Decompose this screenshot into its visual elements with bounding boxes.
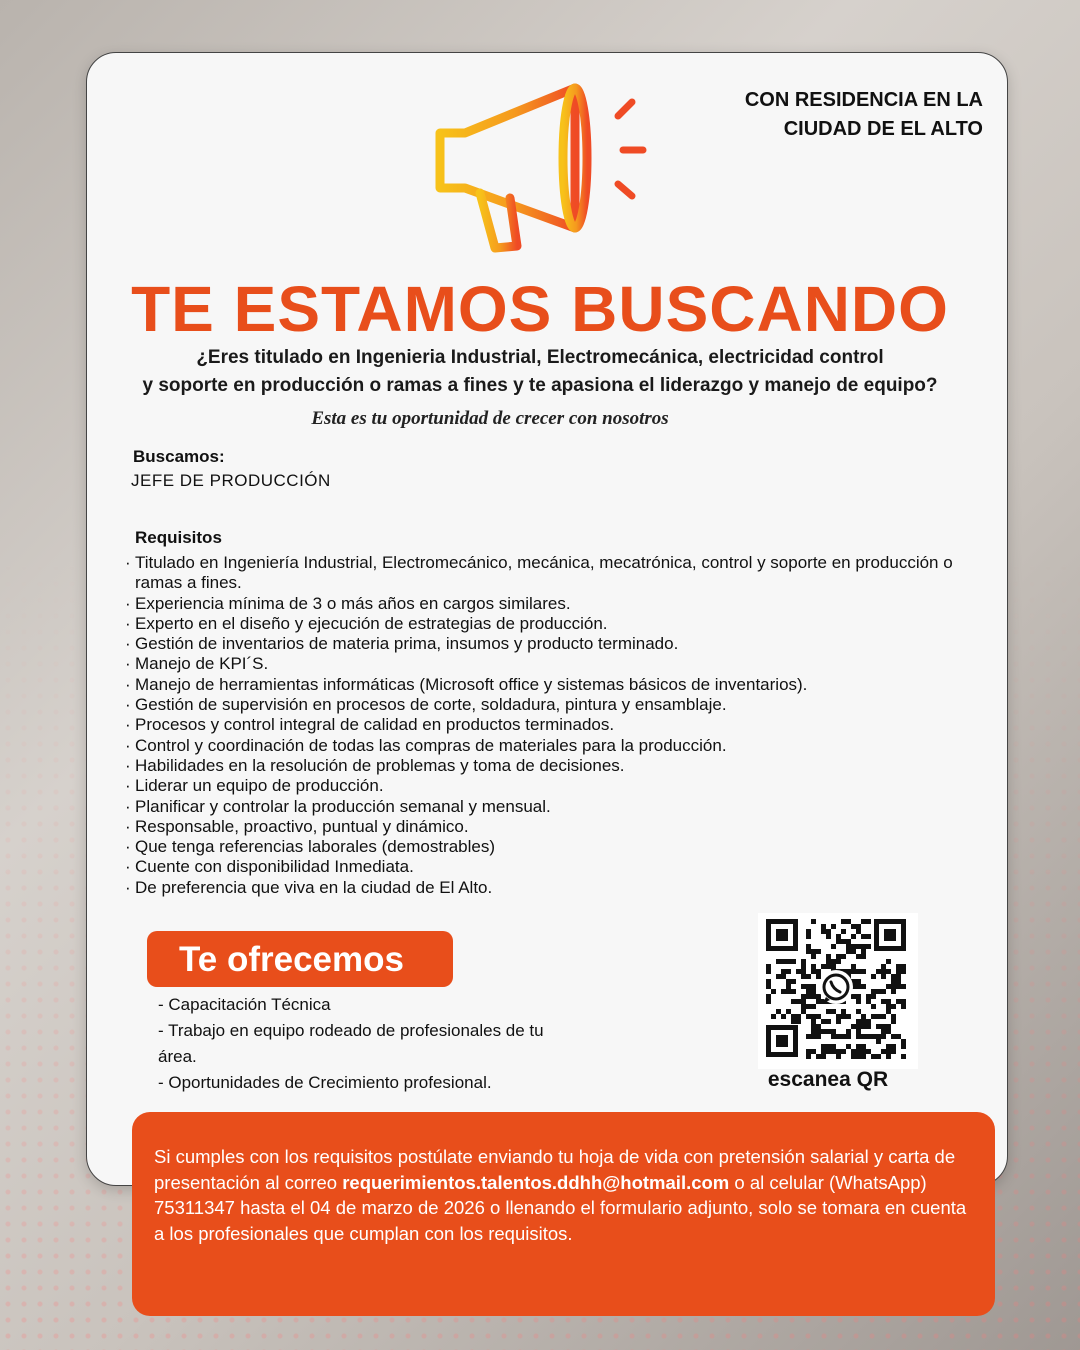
offer-title: Te ofrecemos [147, 931, 453, 987]
qr-code[interactable] [758, 913, 918, 1069]
requirement-item: · Liderar un equipo de producción. [125, 776, 985, 796]
megaphone-icon [425, 78, 655, 258]
requirement-item: · Gestión de supervisión en procesos de corte, soldadura, pintura y ensamblaje. [125, 695, 985, 715]
offer-item: - Capacitación Técnica [158, 995, 331, 1014]
buscamos-label: Buscamos: [133, 447, 225, 466]
requirement-item: · De preferencia que viva en la ciudad de El Alto. [125, 878, 985, 898]
requirement-item: · Habilidades en la resolución de problemas y toma de decisiones. [125, 756, 985, 776]
requirements-title: Requisitos [135, 528, 222, 547]
qr-code-image [758, 913, 918, 1069]
requirement-item: · Gestión de inventarios de materia prima, insumos y producto terminado. [125, 634, 985, 654]
requirement-item: · Manejo de KPI´S. [125, 654, 985, 674]
requirement-item: · Experto en el diseño y ejecución de estrategias de producción. [125, 614, 985, 634]
cta-text: Si cumples con los requisitos postúlate enviando tu hoja de vida con pretensión salarial y carta de presentación al correo [154, 1146, 956, 1193]
requirement-item: · Cuente con disponibilidad Inmediata. [125, 857, 985, 877]
offer-item: - Trabajo en equipo rodeado de profesionales de tu área. [158, 1021, 544, 1066]
headline: TE ESTAMOS BUSCANDO [131, 273, 949, 345]
application-instructions [132, 1112, 995, 1316]
requirement-item: · Titulado en Ingeniería Industrial, Electromecánico, mecánica, mecatrónica, control y soporte en producción o ramas a fines. [125, 553, 985, 594]
qr-caption: escanea QR [767, 1068, 889, 1091]
requirement-item: · Control y coordinación de todas las compras de materiales para la producción. [125, 736, 985, 756]
requirement-item: · Que tenga referencias laborales (demostrables) [125, 837, 985, 857]
requirements-list [125, 553, 985, 898]
opportunity-tagline: Esta es tu oportunidad de crecer con nosotros [311, 408, 669, 429]
contact-email[interactable]: requerimientos.talentos.ddhh@hotmail.com [342, 1171, 730, 1193]
requirement-item: · Planificar y controlar la producción semanal y mensual. [125, 797, 985, 817]
whatsapp-icon [819, 970, 853, 1004]
intro-question-line: y soporte en producción o ramas a fines y te apasiona el liderazgo y manejo de equipo? [142, 375, 938, 396]
requirement-item: · Responsable, proactivo, puntual y dinámico. [125, 817, 985, 837]
intro-question-line: ¿Eres titulado en Ingenieria Industrial, Electromecánica, electricidad control [196, 347, 884, 368]
offer-item: - Oportunidades de Crecimiento profesional. [158, 1073, 492, 1092]
requirement-item: · Manejo de herramientas informáticas (Microsoft office y sistemas básicos de inventarios). [125, 675, 985, 695]
residence-note: CON RESIDENCIA EN LA CIUDAD DE EL ALTO [744, 89, 983, 140]
requirement-item: · Experiencia mínima de 3 o más años en cargos similares. [125, 594, 985, 614]
position-title: JEFE DE PRODUCCIÓN [131, 471, 331, 490]
intro-question [86, 344, 994, 400]
offer-list [158, 992, 578, 1096]
cta-text: o al celular (WhatsApp) 75311347 hasta el 04 de marzo de 2026 o llenando el formulario adjunto, solo se tomara en cuenta a los profesionales que cumplan con los requisitos. [154, 1171, 967, 1244]
requirement-item: · Procesos y control integral de calidad en productos terminados. [125, 715, 985, 735]
